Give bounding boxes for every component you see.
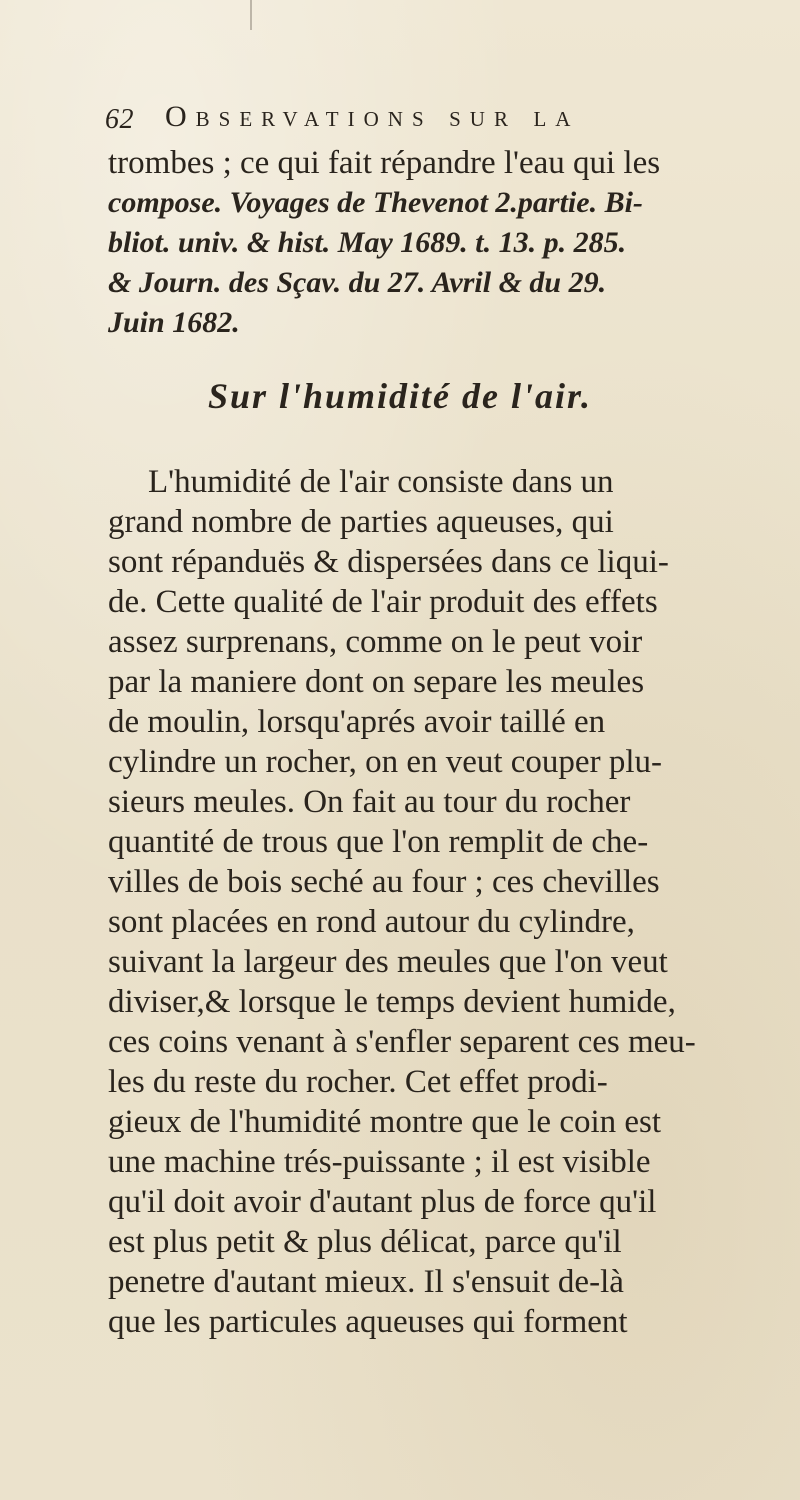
reference-line: bliot. univ. & hist. May 1689. t. 13. p. 285. bbox=[108, 226, 627, 259]
paragraph-line: sieurs meules. On fait au tour du rocher bbox=[108, 784, 631, 820]
paragraph-line: par la maniere dont on separe les meules bbox=[108, 664, 645, 700]
paragraph-line: quantité de trous que l'on remplit de che- bbox=[108, 824, 649, 860]
paragraph-line: assez surprenans, comme on le peut voir bbox=[108, 624, 643, 660]
page-edge-mark bbox=[250, 0, 252, 30]
paragraph-line: qu'il doit avoir d'autant plus de force qu'il bbox=[108, 1184, 657, 1220]
paragraph-line: L'humidité de l'air consiste dans un bbox=[148, 464, 614, 500]
paragraph-line: de moulin, lorsqu'aprés avoir taillé en bbox=[108, 704, 606, 740]
paragraph-line: les du reste du rocher. Cet effet prodi- bbox=[108, 1064, 608, 1100]
paragraph-line: sont répanduës & dispersées dans ce liqui- bbox=[108, 544, 669, 580]
paragraph-line: suivant la largeur des meules que l'on veut bbox=[108, 944, 668, 980]
paragraph-line: grand nombre de parties aqueuses, qui bbox=[108, 504, 614, 540]
paragraph-line: gieux de l'humidité montre que le coin est bbox=[108, 1104, 662, 1140]
reference-line: Juin 1682. bbox=[108, 306, 240, 339]
page-number: 62 bbox=[105, 104, 134, 135]
paragraph-line: que les particules aqueuses qui forment bbox=[108, 1304, 628, 1340]
paragraph-line: villes de bois seché au four ; ces chevilles bbox=[108, 864, 660, 900]
running-head bbox=[105, 100, 705, 140]
paragraph-line: une machine trés-puissante ; il est visible bbox=[108, 1144, 651, 1180]
paragraph-line: sont placées en rond autour du cylindre, bbox=[108, 904, 635, 940]
paragraph-line: cylindre un rocher, on en veut couper plu- bbox=[108, 744, 662, 780]
paragraph-line: de. Cette qualité de l'air produit des effets bbox=[108, 584, 658, 620]
paragraph-line: diviser,& lorsque le temps devient humide, bbox=[108, 984, 676, 1020]
paragraph-line: ces coins venant à s'enfler separent ces meu- bbox=[108, 1024, 696, 1060]
reference-line: compose. Voyages de Thevenot 2.partie. Bi- bbox=[108, 186, 643, 219]
paragraph-line: penetre d'autant mieux. Il s'ensuit de-là bbox=[108, 1264, 624, 1300]
text-line: trombes ; ce qui fait répandre l'eau qui les bbox=[108, 145, 661, 181]
section-heading: Sur l'humidité de l'air. bbox=[207, 376, 593, 416]
paragraph-line: est plus petit & plus délicat, parce qu'il bbox=[108, 1224, 622, 1260]
reference-line: & Journ. des Sçav. du 27. Avril & du 29. bbox=[108, 266, 607, 299]
running-title: Observations sur la bbox=[165, 100, 580, 133]
